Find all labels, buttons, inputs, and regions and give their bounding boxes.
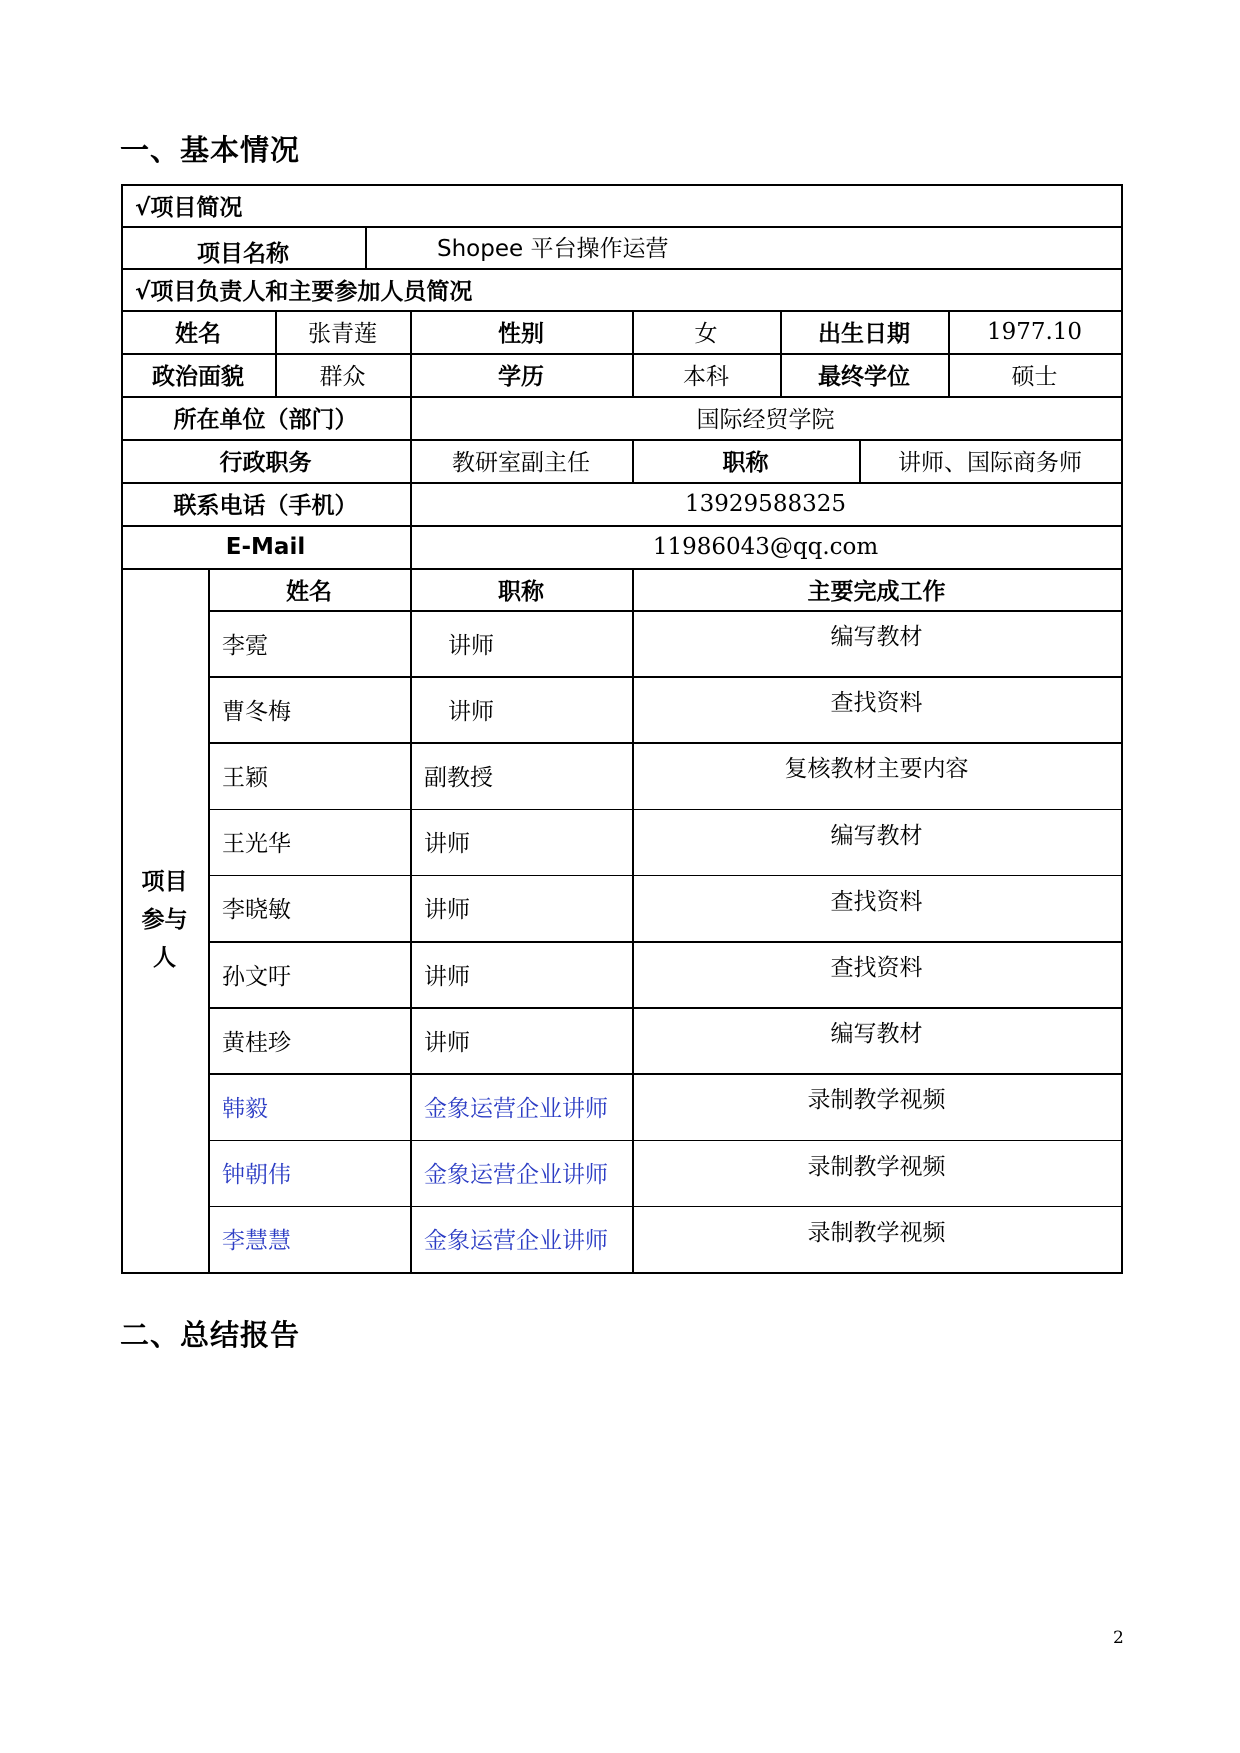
participant-work: 编写教材 [830,624,923,650]
participant-work: 录制教学视频 [807,1153,946,1180]
participant-name: 韩毅 [222,1095,268,1122]
side-label-line-1: 项目 [141,869,188,895]
participant-name: 钟朝伟 [222,1162,291,1189]
leader-degree-value: 硕士 [1011,364,1058,390]
title-value: 讲师、国际商务师 [898,450,1082,476]
section-2-title: 二、总结报告 [120,1318,301,1352]
participant-title: 讲师 [424,831,470,858]
leader-politics-label: 政治面貌 [152,364,244,390]
email-value: 11986043@qq.com [652,533,879,560]
participant-work: 复核教材主要内容 [784,756,969,783]
participant-work: 查找资料 [830,690,923,717]
participant-title: 金象运营企业讲师 [424,1162,608,1189]
leader-gender-value: 女 [694,321,718,347]
side-label-line-3: 人 [153,945,176,971]
participant-title: 副教授 [424,764,493,791]
leader-name-value: 张青莲 [308,321,377,347]
unit-label: 所在单位（部门） [173,407,358,433]
project-name-value: Shopee 平台操作运营 [437,236,669,262]
side-label-line-2: 参与 [141,907,188,933]
project-overview-header: √项目简况 [135,194,243,221]
project-name-label: 项目名称 [197,240,289,267]
table-rule [1121,184,1123,1274]
unit-value: 国际经贸学院 [696,407,835,433]
participant-name: 王颖 [222,764,268,791]
participant-name: 李晓敏 [222,897,291,924]
participant-name: 李霓 [222,632,268,659]
email-label: E-Mail [225,533,306,560]
col-header-name: 姓名 [286,578,332,605]
phone-label: 联系电话（手机） [173,493,358,519]
participant-name: 曹冬梅 [222,698,291,725]
participant-name: 李慧慧 [222,1228,291,1255]
leader-gender-label: 性别 [498,321,544,347]
section-1-title: 一、基本情况 [120,133,301,167]
leader-politics-value: 群众 [319,364,366,390]
participant-name: 黄桂珍 [222,1029,291,1056]
participant-work: 录制教学视频 [807,1219,946,1246]
admin-position-label: 行政职务 [219,450,312,476]
title-label: 职称 [722,450,769,476]
leader-header: √项目负责人和主要参加人员简况 [135,278,473,305]
participants-side-label [121,568,208,1272]
participant-title: 金象运营企业讲师 [424,1228,608,1255]
participant-title: 讲师 [448,698,494,725]
leader-education-label: 学历 [498,364,544,390]
col-header-title: 职称 [498,578,544,605]
col-header-work: 主要完成工作 [807,578,946,605]
participant-name: 孙文吁 [222,963,291,990]
leader-education-value: 本科 [683,364,729,390]
participant-title: 金象运营企业讲师 [424,1095,608,1122]
admin-position-value: 教研室副主任 [452,450,590,476]
participant-work: 查找资料 [830,955,923,981]
participant-title: 讲师 [424,897,470,924]
participant-name: 王光华 [222,831,291,858]
participant-title: 讲师 [448,632,494,659]
participant-title: 讲师 [424,1029,470,1056]
page-number: 2 [1113,1628,1124,1648]
participant-work: 录制教学视频 [807,1087,946,1114]
leader-degree-label: 最终学位 [818,364,910,390]
leader-name-label: 姓名 [175,321,221,347]
participant-work: 编写教材 [830,1021,923,1048]
participant-work: 编写教材 [830,822,923,849]
participant-title: 讲师 [424,963,470,990]
table-rule [121,1272,1121,1274]
participant-work: 查找资料 [830,888,923,915]
leader-birth-label: 出生日期 [818,321,910,347]
leader-birth-value: 1977.10 [986,318,1083,345]
phone-value: 13929588325 [685,490,846,517]
